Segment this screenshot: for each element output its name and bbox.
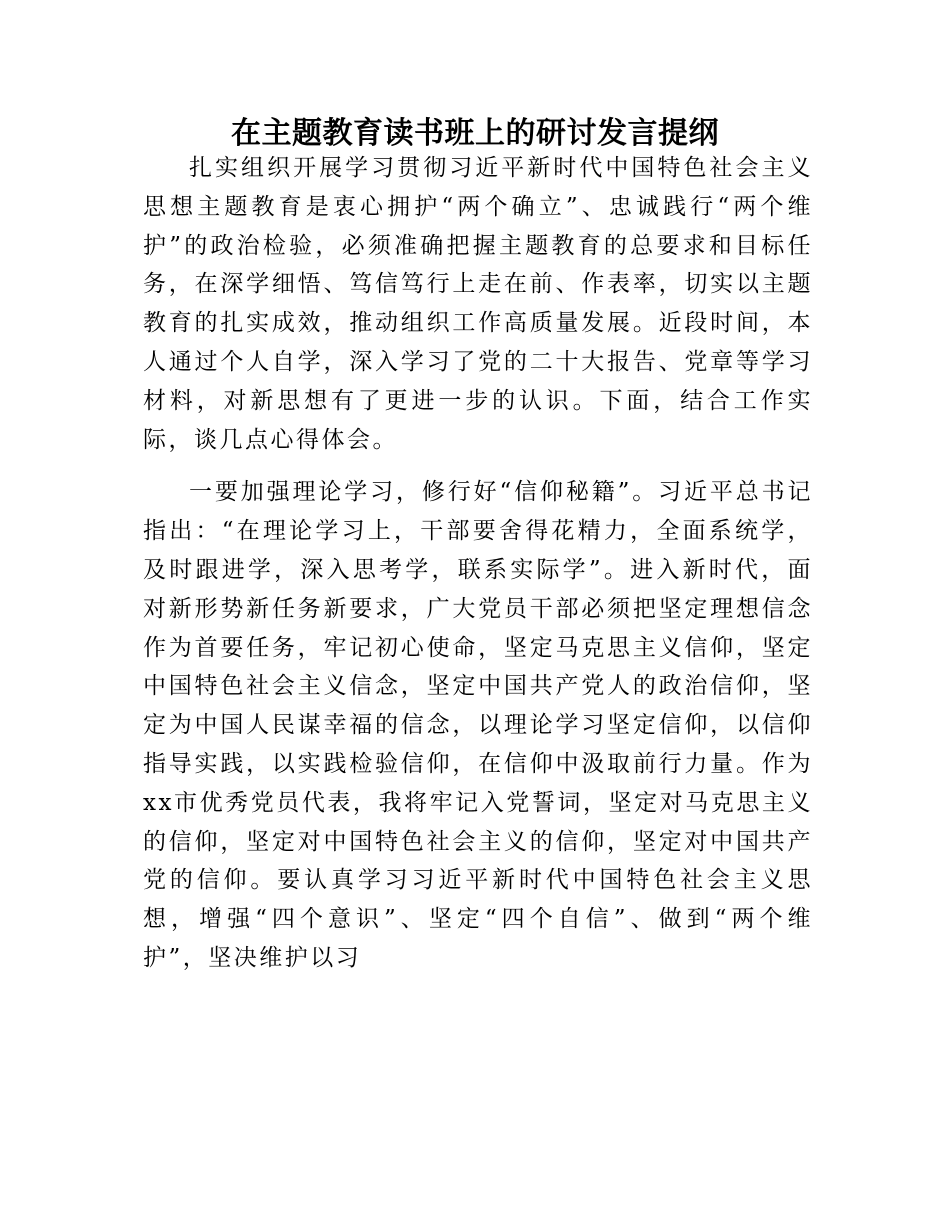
paragraph-point-one: 一要加强理论学习，修行好“信仰秘籍”。习近平总书记指出：“在理论学习上，干部要舍得花精力，全面系统学，及时跟进学，深入思考学，联系实际学”。进入新时代，面对新形势新任务新要求，广大党员干部必须把坚定理想信念作为首要任务，牢记初心使命，坚定马克思主义信仰，坚定中国特色社会主义信念，坚定中国共产党人的政治信仰，坚定为中国人民谋幸福的信念，以理论学习坚定信仰，以信仰指导实践，以实践检验信仰，在信仰中汲取前行力量。作为xx市优秀党员代表，我将牢记入党誓词，坚定对马克思主义的信仰，坚定对中国特色社会主义的信仰，坚定对中国共产党的信仰。要认真学习习近平新时代中国特色社会主义思想，增强“四个意识”、坚定“四个自信”、做到“两个维护”，坚决维护以习 xyxy=(143,479,813,971)
paragraph-intro: 扎实组织开展学习贯彻习近平新时代中国特色社会主义思想主题教育是衷心拥护“两个确立”、忠诚践行“两个维护”的政治检验，必须准确把握主题教育的总要求和目标任务，在深学细悟、笃信笃行上走在前、作表率，切实以主题教育的扎实成效，推动组织工作高质量发展。近段时间，本人通过个人自学，深入学习了党的二十大报告、党章等学习材料，对新思想有了更进一步的认识。下面，结合工作实际，谈几点心得体会。 xyxy=(143,155,813,453)
document-title: 在主题教育读书班上的研讨发言提纲 xyxy=(231,116,719,151)
document-body xyxy=(143,149,813,978)
